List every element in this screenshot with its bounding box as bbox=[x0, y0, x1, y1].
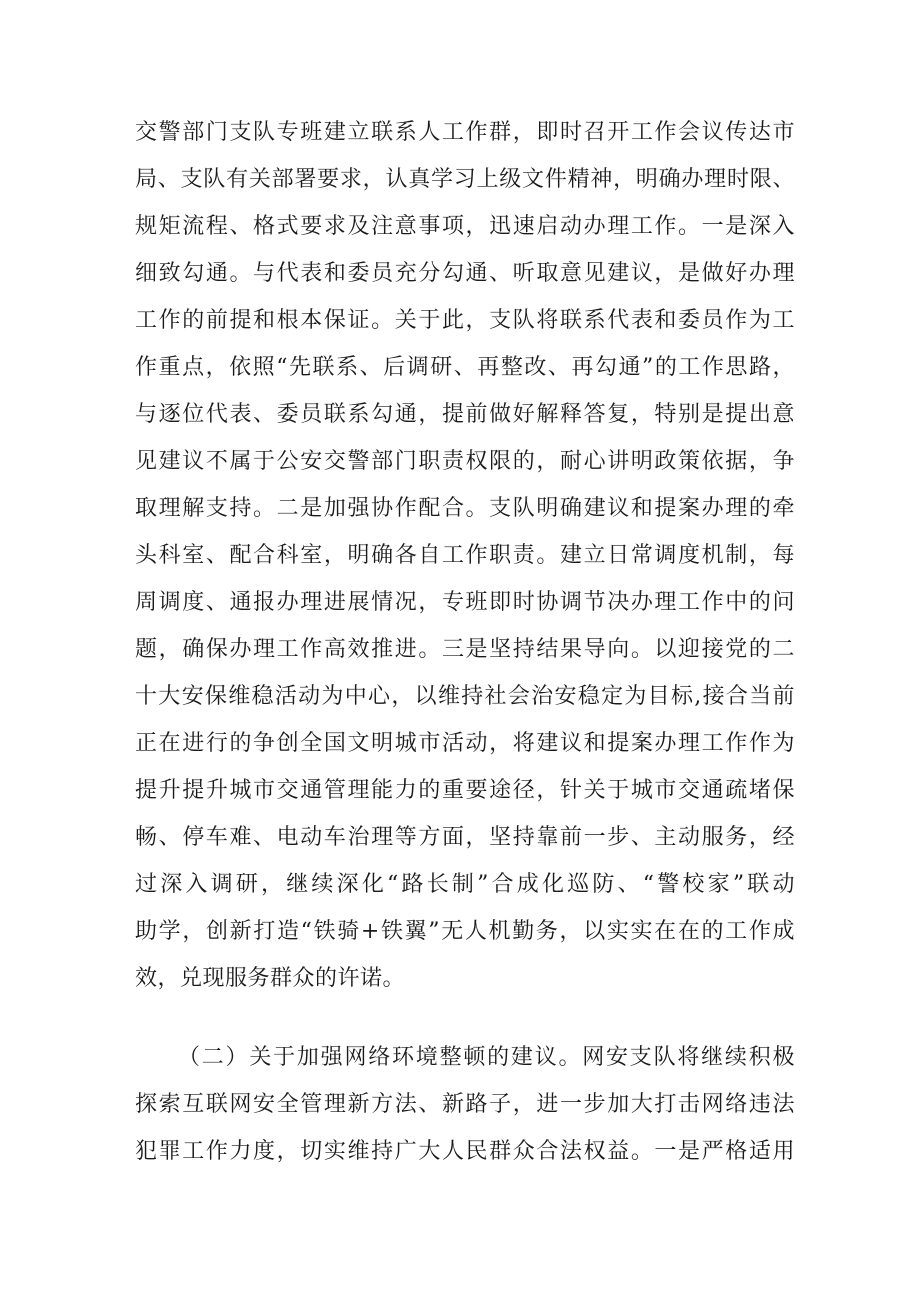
text-line: 交警部门支队专班建立联系人工作群，即时召开工作会议传达市 bbox=[135, 120, 795, 145]
text-line: 周调度、通报办理进展情况，专班即时协调节决办理工作中的问 bbox=[135, 590, 795, 615]
text-line: 畅、停车难、电动车治理等方面，坚持靠前一步、主动服务，经 bbox=[135, 825, 795, 850]
text-line: 正在进行的争创全国文明城市活动，将建议和提案办理工作作为 bbox=[135, 731, 795, 756]
text-line: 效，兑现服务群众的许诺。 bbox=[135, 966, 406, 991]
text-line: 局、支队有关部署要求，认真学习上级文件精神，明确办理时限、 bbox=[135, 167, 795, 192]
text-line: （二）关于加强网络环境整顿的建议。网安支队将继续积极 bbox=[178, 1045, 795, 1070]
text-line: 头科室、配合科室，明确各自工作职责。建立日常调度机制，每 bbox=[135, 543, 795, 568]
text-line: 取理解支持。二是加强协作配合。支队明确建议和提案办理的牵 bbox=[135, 496, 795, 521]
text-line: 与逐位代表、委员联系勾通，提前做好解释答复，特别是提出意 bbox=[135, 402, 795, 427]
text-line: 十大安保维稳活动为中心，以维持社会治安稳定为目标,接合当前 bbox=[135, 684, 795, 709]
text-line: 细致勾通。与代表和委员充分勾通、听取意见建议，是做好办理 bbox=[135, 261, 795, 286]
text-line: 见建议不属于公安交警部门职责权限的，耐心讲明政策依据，争 bbox=[135, 449, 795, 474]
text-line: 提升提升城市交通管理能力的重要途径，针关于城市交通疏堵保 bbox=[135, 778, 795, 803]
text-line: 工作的前提和根本保证。关于此，支队将联系代表和委员作为工 bbox=[135, 308, 795, 333]
text-line: 作重点，依照“先联系、后调研、再整改、再勾通”的工作思路， bbox=[135, 355, 795, 380]
text-line: 助学，创新打造“铁骑+铁翼”无人机勤务，以实实在在的工作成 bbox=[135, 919, 795, 944]
text-line: 探索互联网安全管理新方法、新路子，进一步加大打击网络违法 bbox=[135, 1092, 795, 1117]
text-line: 规矩流程、格式要求及注意事项，迅速启动办理工作。一是深入 bbox=[135, 214, 795, 239]
text-line: 犯罪工作力度，切实维持广大人民群众合法权益。一是严格适用 bbox=[135, 1139, 795, 1164]
text-line: 题，确保办理工作高效推进。三是坚持结果导向。以迎接党的二 bbox=[135, 637, 795, 662]
text-line: 过深入调研，继续深化“路长制”合成化巡防、“警校家”联动 bbox=[135, 872, 795, 897]
